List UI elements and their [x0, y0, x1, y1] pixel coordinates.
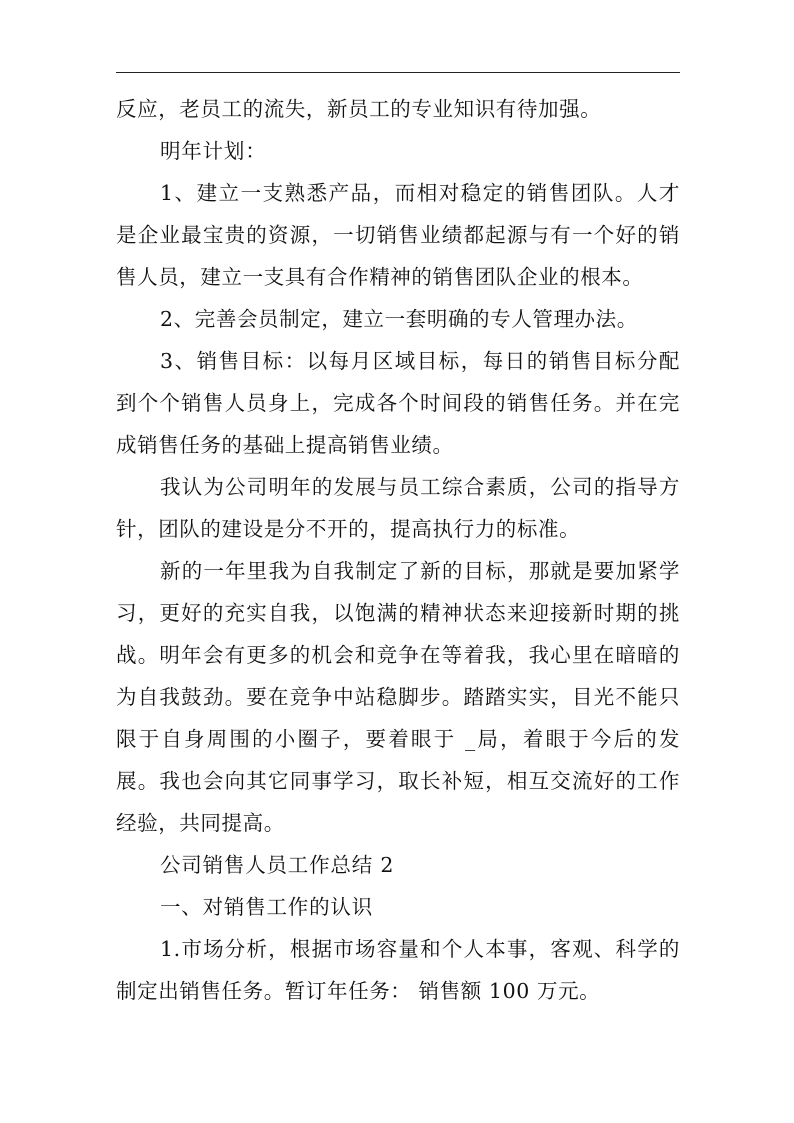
document-body [116, 88, 680, 1012]
plan-item-1: 1、建立一支熟悉产品，而相对稳定的销售团队。人才是企业最宝贵的资源，一切销售业绩都起源与有一个好的销售人员，建立一支具有合作精神的销售团队企业的根本。 [116, 181, 680, 289]
header-rule [116, 72, 680, 73]
paragraph-company-development: 我认为公司明年的发展与员工综合素质，公司的指导方针，团队的建设是分不开的，提高执行力的标准。 [116, 475, 680, 541]
plan-item-2: 2、完善会员制定，建立一套明确的专人管理办法。 [160, 307, 638, 331]
plan-item-3: 3、销售目标：以每月区域目标，每日的销售目标分配到个个销售人员身上，完成各个时间段的销售任务。并在完成销售任务的基础上提高销售业绩。 [116, 349, 680, 457]
paragraph-continuation: 反应，老员工的流失，新员工的专业知识有待加强。 [116, 97, 602, 121]
paragraph-market-analysis: 1.市场分析，根据市场容量和个人本事，客观、科学的制定出销售任务。暂订年任务： 销售额 100 万元。 [116, 937, 680, 1003]
heading-next-year-plan: 明年计划： [160, 139, 267, 163]
subheading-sales-understanding: 一、对销售工作的认识 [160, 895, 373, 919]
section-title-summary-2: 公司销售人员工作总结 2 [160, 853, 395, 877]
paragraph-new-year-goals: 新的一年里我为自我制定了新的目标，那就是要加紧学习，更好的充实自我，以饱满的精神状态来迎接新时期的挑战。明年会有更多的机会和竞争在等着我，我心里在暗暗的为自我鼓劲。要在竞争中站稳脚步。踏踏实实，目光不能只限于自身周围的小圈子，要着眼于 _局，着眼于今后的发展。我也会向其它同事学习，取长补短，相互交流好的工作经验，共同提高。 [116, 559, 680, 835]
